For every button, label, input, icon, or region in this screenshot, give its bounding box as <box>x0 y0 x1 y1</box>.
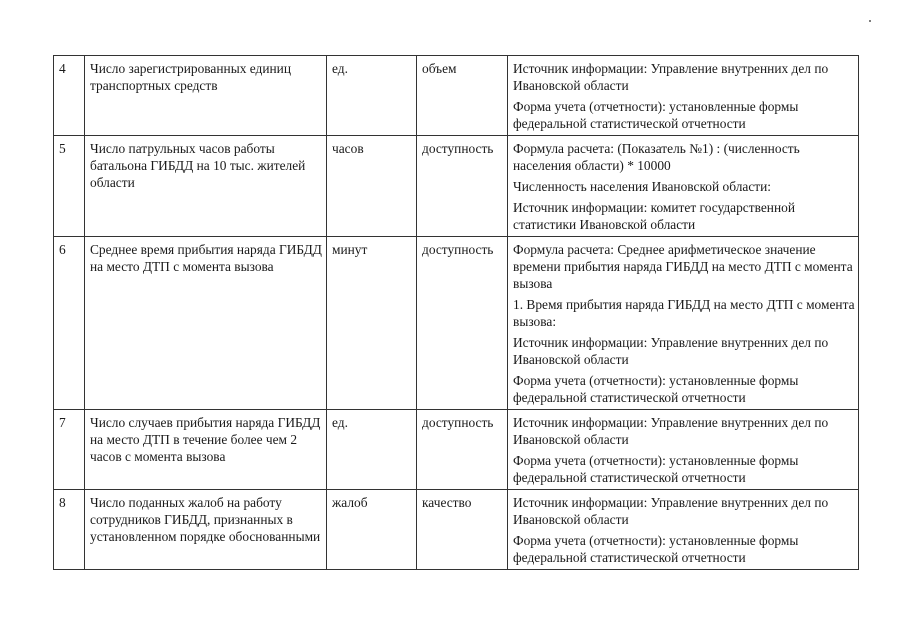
indicator-name-cell: Число случаев прибытия наряда ГИБДД на место ДТП в течение более чем 2 часов с момента вызова <box>85 410 327 490</box>
scan-artifact-dot <box>869 20 871 22</box>
source-paragraph: Формула расчета: (Показатель №1) : (численность населения области) * 10000 <box>513 141 800 173</box>
source-paragraph: Численность населения Ивановской области: <box>513 179 771 194</box>
source-cell <box>508 136 859 237</box>
indicator-name-cell: Число поданных жалоб на работу сотрудников ГИБДД, признанных в установленном порядке обоснованными <box>85 490 327 570</box>
source-paragraph: Формула расчета: Среднее арифметическое значение времени прибытия наряда ГИБДД на место ДТП с момента вызова <box>513 242 853 291</box>
source-paragraph: Источник информации: Управление внутренних дел по Ивановской области <box>513 415 829 447</box>
table-row <box>54 490 859 570</box>
indicator-type-cell: доступность <box>417 237 508 410</box>
source-cell <box>508 410 859 490</box>
table-row <box>54 237 859 410</box>
source-paragraph: Источник информации: комитет государственной статистики Ивановской области <box>513 200 795 232</box>
unit-cell: часов <box>327 136 417 237</box>
indicator-type-cell: доступность <box>417 410 508 490</box>
row-number-cell: 6 <box>54 237 85 410</box>
source-cell <box>508 237 859 410</box>
unit-cell: ед. <box>327 410 417 490</box>
unit-cell: жалоб <box>327 490 417 570</box>
source-paragraph: Источник информации: Управление внутренних дел по Ивановской области <box>513 495 829 527</box>
source-paragraph: 1. Время прибытия наряда ГИБДД на место ДТП с момента вызова: <box>513 297 855 329</box>
row-number-cell: 8 <box>54 490 85 570</box>
source-cell <box>508 490 859 570</box>
unit-cell: ед. <box>327 56 417 136</box>
indicators-table <box>53 55 859 570</box>
row-number-cell: 7 <box>54 410 85 490</box>
source-paragraph: Форма учета (отчетности): установленные формы федеральной статистической отчетности <box>513 533 799 565</box>
indicator-type-cell: качество <box>417 490 508 570</box>
indicator-type-cell: объем <box>417 56 508 136</box>
indicator-name-cell: Число зарегистрированных единиц транспортных средств <box>85 56 327 136</box>
row-number-cell: 5 <box>54 136 85 237</box>
table-row <box>54 410 859 490</box>
source-paragraph: Источник информации: Управление внутренних дел по Ивановской области <box>513 61 829 93</box>
source-cell <box>508 56 859 136</box>
table-row <box>54 136 859 237</box>
indicator-type-cell: доступность <box>417 136 508 237</box>
source-paragraph: Форма учета (отчетности): установленные формы федеральной статистической отчетности <box>513 453 799 485</box>
table-row <box>54 56 859 136</box>
row-number-cell: 4 <box>54 56 85 136</box>
source-paragraph: Источник информации: Управление внутренних дел по Ивановской области <box>513 335 829 367</box>
indicator-name-cell: Среднее время прибытия наряда ГИБДД на место ДТП с момента вызова <box>85 237 327 410</box>
unit-cell: минут <box>327 237 417 410</box>
source-paragraph: Форма учета (отчетности): установленные формы федеральной статистической отчетности <box>513 99 799 131</box>
indicator-name-cell: Число патрульных часов работы батальона ГИБДД на 10 тыс. жителей области <box>85 136 327 237</box>
source-paragraph: Форма учета (отчетности): установленные формы федеральной статистической отчетности <box>513 373 799 405</box>
